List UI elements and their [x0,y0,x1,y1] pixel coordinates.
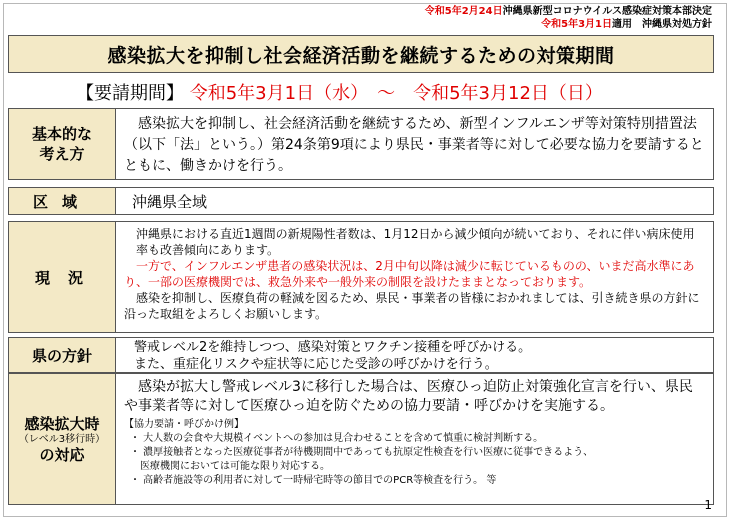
coop-bullet: ・ 濃厚接触者となった医療従事者が待機期間中であっても抗原定性検査を行い医療に従事できるよう、 [130,447,594,458]
request-period [76,79,603,105]
status-paragraph-1: 沖縄県における直近1週間の新規陽性者数は、1月12日から減少傾向が続いており、それに伴い病床使用率も改善傾向にあります。 [136,227,695,257]
policy-line-2: また、重症化リスクや症状等に応じた受診の呼びかけを行う。 [134,357,498,372]
section-area-text: 沖縄県全域 [116,187,714,215]
section-policy-label: 県の方針 [8,337,116,373]
period-label: 【要請期間】 [76,83,184,104]
section-policy [8,337,714,373]
status-paragraph-2: 一方で、インフルエンザ患者の感染状況は、2月中旬以降は減少に転じているものの、いまだ高水準にあり、一部の医療機関では、救急外来や一般外来の制限を設けたままとなっております。 [124,259,695,289]
cooperation-examples [124,418,705,488]
spread-lead: 感染が拡大し警戒レベル3に移行した場合は、医療ひっ迫防止対策強化宣言を行い、県民や事業者等に対して医療ひっ迫を防ぐための協力要請・呼びかけを実施する。 [124,379,693,414]
section-basic-text: 感染拡大を抑制し、社会経済活動を継続するため、新型インフルエンザ等対策特別措置法（以下「法」という。）第24条第9項により県民・事業者等に対して必要な協力を要請するとともに、働きかけを行う。 [116,108,714,180]
section-basic-label: 基本的な 考え方 [8,108,116,180]
document-title: 感染拡大を抑制し社会経済活動を継続するための対策期間 [8,35,714,73]
coop-bullet: ・ 高齢者施設等の利用者に対して一時帰宅時等の節目でのPCR等検査を行う。 等 [130,475,497,486]
section-spread-label: 感染拡大時 （レベル3移行時） の対応 [8,373,116,505]
header-decision-line: 令和5年2月24日沖縄県新型コロナウイルス感染症対策本部決定 [424,6,712,17]
section-spread-text [116,373,714,505]
section-status-label: 現況 [8,221,116,333]
section-policy-text [116,337,714,373]
status-paragraph-3: 感染を抑制し、医療負荷の軽減を図るため、県民・事業者の皆様におかれましては、引き続き県の方針に沿った取組をよろしくお願いします。 [124,291,700,321]
page-number: 1 [704,498,712,512]
section-status [8,221,714,333]
section-area-label: 区域 [8,187,116,215]
section-status-text [116,221,714,333]
period-value: 令和5年3月1日（水） ～ 令和5年3月12日（日） [189,83,603,104]
header-applied-line: 令和5年3月1日適用 沖縄県対処方針 [541,19,712,30]
coop-title: 【協力要請・呼びかけ例】 [124,419,244,430]
section-area [8,187,714,215]
coop-bullet-continued: 医療機関においては可能な限り対応する。 [140,461,330,472]
policy-line-1: 警戒レベル2を維持しつつ、感染対策とワクチン接種を呼びかける。 [134,340,532,355]
section-spread [8,373,714,505]
coop-bullet: ・ 大人数の会食や大規模イベントへの参加は見合わせることを含めて慎重に検討判断する。 [130,433,544,444]
section-basic [8,108,714,180]
